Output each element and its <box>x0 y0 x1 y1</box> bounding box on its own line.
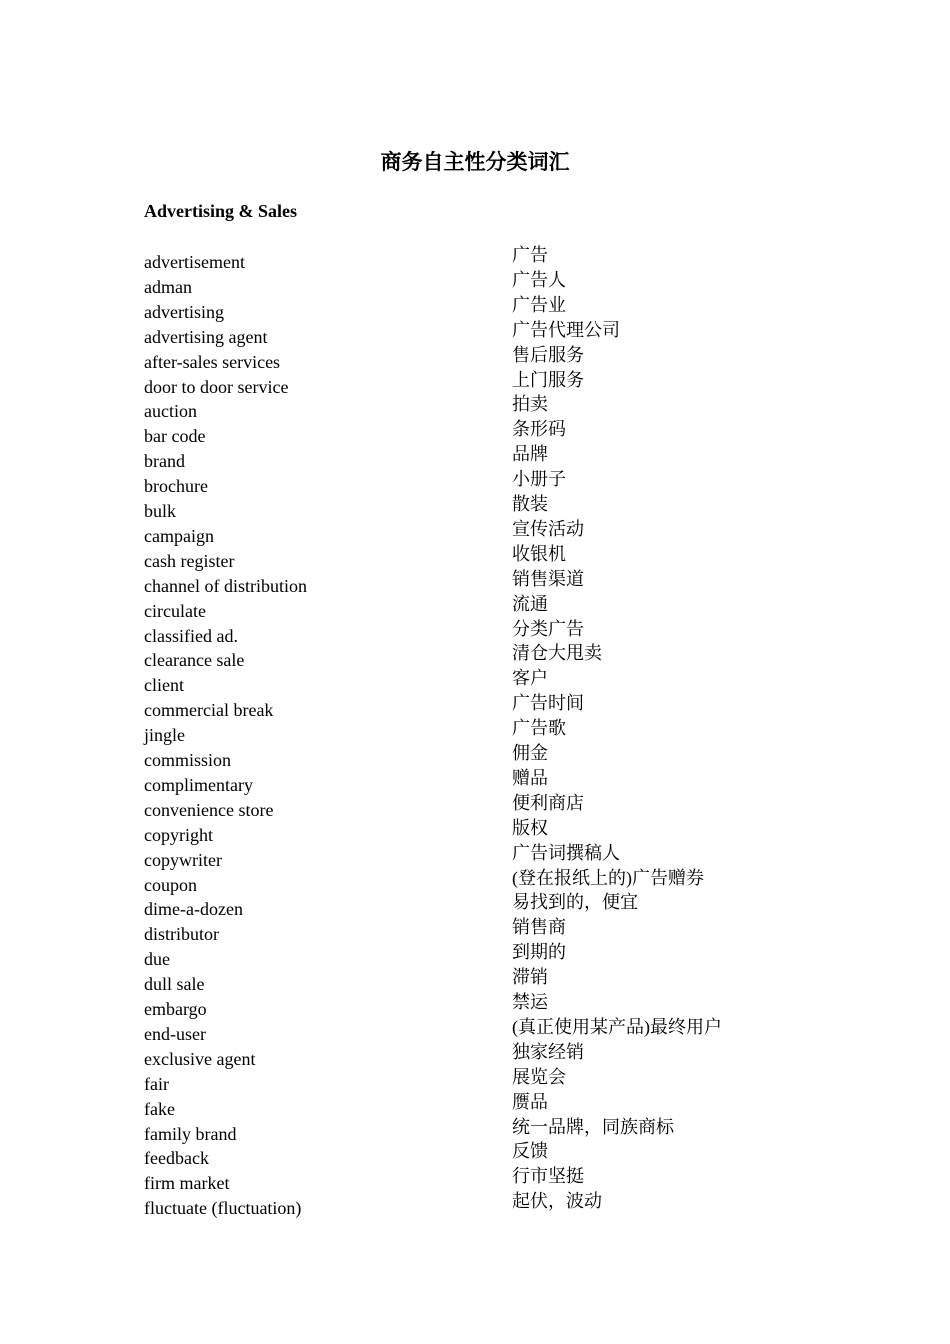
vocab-translation: 宣传活动 <box>512 518 584 539</box>
vocab-translation: 品牌 <box>512 444 548 465</box>
page-title: 商务自主性分类词汇 <box>380 150 570 174</box>
vocab-term: channel of distribution <box>144 575 307 596</box>
vocab-translation: 行市坚挺 <box>512 1166 584 1187</box>
vocab-translation: 广告人 <box>512 269 566 290</box>
vocab-term: after-sales services <box>144 351 281 372</box>
vocab-term: door to door service <box>144 376 289 397</box>
vocab-term: commission <box>144 750 232 770</box>
vocab-translation: 广告 <box>512 245 548 265</box>
vocab-term: clearance sale <box>144 650 245 671</box>
vocab-translation: 收银机 <box>512 543 566 564</box>
vocab-translation: 展览会 <box>512 1066 566 1087</box>
vocab-term: jingle <box>144 725 185 746</box>
vocab-translation: 分类广告 <box>512 618 584 639</box>
vocab-term: adman <box>144 276 192 297</box>
vocab-term: auction <box>144 401 197 422</box>
vocab-term: coupon <box>144 874 197 895</box>
vocab-translation: (真正使用某产品)最终用户 <box>512 1016 722 1037</box>
vocab-term: exclusive agent <box>144 1048 256 1069</box>
vocab-term: advertising agent <box>144 326 268 347</box>
section-heading: Advertising & Sales <box>144 201 297 221</box>
vocab-term: firm market <box>144 1173 230 1194</box>
vocab-translation: 统一品牌，同族商标 <box>512 1116 674 1137</box>
vocab-translation: 广告时间 <box>512 693 584 714</box>
vocab-translation: 反馈 <box>512 1141 548 1162</box>
vocab-translation: 广告词撰稿人 <box>512 842 620 863</box>
vocab-term: fake <box>144 1098 175 1119</box>
vocab-term: embargo <box>144 999 207 1019</box>
vocab-term: convenience store <box>144 799 274 820</box>
vocab-translation: 小册子 <box>512 469 566 490</box>
vocab-term: end-user <box>144 1023 206 1044</box>
vocab-term: campaign <box>144 525 214 546</box>
vocab-translation: 广告业 <box>512 294 566 315</box>
vocab-translation: 版权 <box>512 817 548 838</box>
vocab-translation: 上门服务 <box>512 369 584 390</box>
vocab-term: bulk <box>144 501 177 521</box>
vocab-term: copyright <box>144 824 213 845</box>
vocab-translation: (登在报纸上的)广告赠券 <box>512 867 704 888</box>
vocab-term: advertising <box>144 301 224 322</box>
vocab-translation: 广告歌 <box>512 718 566 739</box>
vocab-translation: 清仓大甩卖 <box>512 643 602 664</box>
vocab-term: dime-a-dozen <box>144 899 243 920</box>
vocab-translation: 赠品 <box>512 767 548 788</box>
vocab-term: fair <box>144 1073 169 1094</box>
vocab-term: due <box>144 949 170 970</box>
vocab-term: bar code <box>144 426 206 447</box>
vocab-translation: 销售渠道 <box>512 568 584 589</box>
vocab-term: dull sale <box>144 974 205 995</box>
vocab-term: brand <box>144 451 185 472</box>
vocab-translation: 到期的 <box>512 942 566 963</box>
vocab-translation: 拍卖 <box>512 394 548 415</box>
vocab-translation: 销售商 <box>512 917 566 938</box>
vocab-translation: 便利商店 <box>512 792 584 813</box>
vocab-translation: 独家经销 <box>512 1041 584 1062</box>
vocab-translation: 易找到的，便宜 <box>512 892 638 913</box>
vocab-term: feedback <box>144 1148 209 1169</box>
vocab-term: circulate <box>144 600 206 621</box>
vocab-translation: 佣金 <box>512 743 548 763</box>
vocab-translation: 起伏，波动 <box>512 1191 602 1212</box>
vocab-translation: 滞销 <box>512 967 548 988</box>
vocab-term: family brand <box>144 1123 237 1144</box>
vocab-translation: 广告代理公司 <box>512 319 620 340</box>
vocab-translation: 散装 <box>512 494 548 514</box>
vocab-term: advertisement <box>144 252 245 272</box>
vocab-term: classified ad. <box>144 625 238 646</box>
vocab-term: distributor <box>144 924 219 945</box>
vocab-translation: 流通 <box>512 593 548 614</box>
vocab-term: complimentary <box>144 774 253 795</box>
vocab-translation: 条形码 <box>512 419 566 440</box>
vocab-translation: 禁运 <box>512 992 548 1012</box>
vocab-term: fluctuate (fluctuation) <box>144 1198 302 1219</box>
vocab-term: brochure <box>144 476 208 497</box>
vocab-translation: 售后服务 <box>512 344 584 365</box>
vocab-term: cash register <box>144 550 235 571</box>
vocab-term: commercial break <box>144 700 274 721</box>
vocab-term: copywriter <box>144 849 222 870</box>
vocab-term: client <box>144 675 184 696</box>
vocab-translation: 客户 <box>512 668 548 689</box>
vocab-translation: 赝品 <box>512 1091 548 1112</box>
